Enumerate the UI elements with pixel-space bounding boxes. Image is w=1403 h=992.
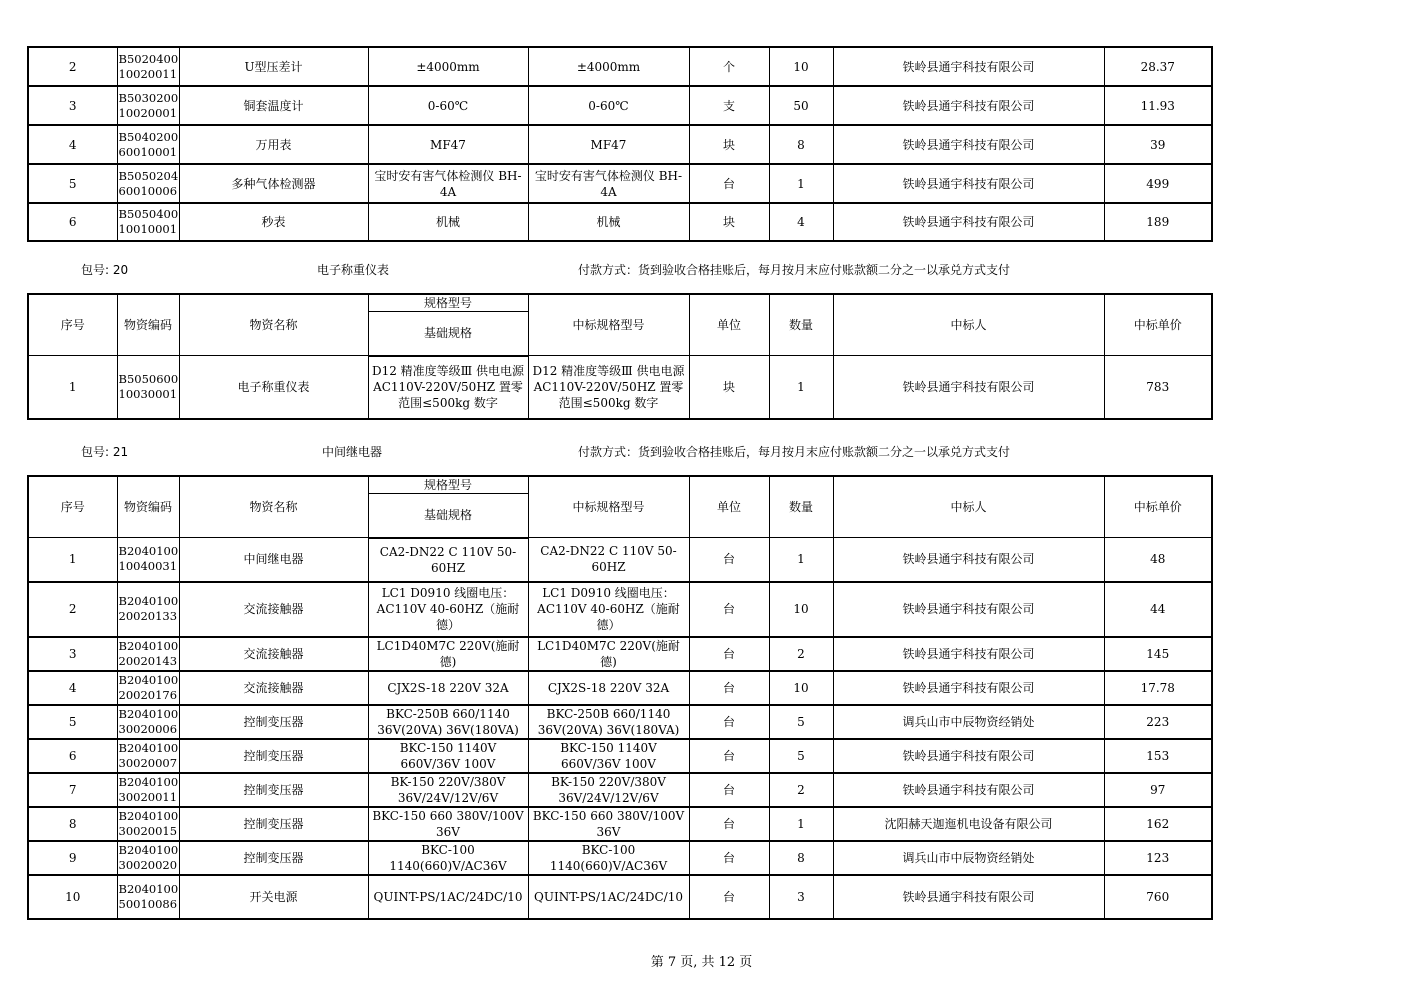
table-row bbox=[28, 164, 1212, 203]
cell-spec: 机械 bbox=[368, 203, 528, 241]
cell-price: 223 bbox=[1104, 705, 1212, 739]
cell-no: 5 bbox=[28, 705, 117, 739]
cell-spec: BKC-100 1140(660)V/AC36V bbox=[368, 841, 528, 875]
header-bid-spec: 中标规格型号 bbox=[528, 294, 689, 356]
table-row bbox=[28, 582, 1212, 637]
cell-qty: 10 bbox=[769, 47, 833, 86]
table-row bbox=[28, 705, 1212, 739]
cell-winner: 铁岭县通宇科技有限公司 bbox=[833, 538, 1104, 582]
table-row bbox=[28, 637, 1212, 671]
cell-unit: 台 bbox=[689, 807, 769, 841]
cell-code bbox=[117, 671, 179, 705]
cell-code bbox=[117, 47, 179, 86]
header-qty: 数量 bbox=[769, 476, 833, 538]
header-winner: 中标人 bbox=[833, 294, 1104, 356]
cell-bid-spec: 0-60℃ bbox=[528, 86, 689, 125]
cell-price: 48 bbox=[1104, 538, 1212, 582]
cell-bid-spec: D12 精准度等级Ⅲ 供电电源AC110V-220V/50HZ 置零范围≤500kg 数字 bbox=[528, 356, 689, 419]
cell-no: 4 bbox=[28, 125, 117, 164]
cell-winner: 铁岭县通宇科技有限公司 bbox=[833, 47, 1104, 86]
cell-winner: 铁岭县通宇科技有限公司 bbox=[833, 875, 1104, 919]
cell-bid-spec: MF47 bbox=[528, 125, 689, 164]
page-footer: 第 7 页, 共 12 页 bbox=[650, 955, 753, 970]
cell-name: 铜套温度计 bbox=[179, 86, 368, 125]
cell-bid-spec: ±4000mm bbox=[528, 47, 689, 86]
cell-price: 39 bbox=[1104, 125, 1212, 164]
cell-price: 44 bbox=[1104, 582, 1212, 637]
cell-spec: D12 精准度等级Ⅲ 供电电源AC110V-220V/50HZ 置零范围≤500kg 数字 bbox=[368, 356, 528, 419]
package-21-label: 包号: 21 bbox=[81, 445, 129, 459]
package-21-payment: 付款方式：货到验收合格挂账后，每月按月末应付账款额二分之一以承兑方式支付 bbox=[578, 445, 1011, 459]
cell-winner: 铁岭县通宇科技有限公司 bbox=[833, 637, 1104, 671]
cell-code bbox=[117, 125, 179, 164]
cell-qty: 50 bbox=[769, 86, 833, 125]
cell-unit: 块 bbox=[689, 125, 769, 164]
cell-code-part1: B5040200 bbox=[118, 129, 179, 144]
cell-code-part2: 10030001 bbox=[118, 386, 178, 401]
cell-price: 162 bbox=[1104, 807, 1212, 841]
cell-bid-spec: LC1D40M7C 220V(施耐德) bbox=[528, 637, 689, 671]
cell-spec: BKC-150 660 380V/100V 36V bbox=[368, 807, 528, 841]
cell-price: 153 bbox=[1104, 739, 1212, 773]
cell-bid-spec: 机械 bbox=[528, 203, 689, 241]
cell-code-part1: B5050204 bbox=[118, 168, 179, 183]
header-price: 中标单价 bbox=[1104, 294, 1212, 356]
table-row bbox=[28, 203, 1212, 241]
cell-price: 760 bbox=[1104, 875, 1212, 919]
package-20-payment: 付款方式：货到验收合格挂账后，每月按月末应付账款额二分之一以承兑方式支付 bbox=[578, 263, 1011, 277]
cell-code-part2: 20020133 bbox=[118, 609, 178, 623]
cell-unit: 台 bbox=[689, 773, 769, 807]
cell-unit: 台 bbox=[689, 875, 769, 919]
header-spec: 基础规格 bbox=[368, 494, 528, 538]
cell-qty: 3 bbox=[769, 875, 833, 919]
package-20-label: 包号: 20 bbox=[81, 263, 129, 277]
cell-no: 1 bbox=[28, 538, 117, 582]
cell-spec: BK-150 220V/380V 36V/24V/12V/6V bbox=[368, 773, 528, 807]
cell-unit: 台 bbox=[689, 637, 769, 671]
cell-code-part1: B5020400 bbox=[118, 51, 179, 66]
cell-bid-spec: BKC-150 1140V 660V/36V 100V bbox=[528, 739, 689, 773]
cell-spec: 0-60℃ bbox=[368, 86, 528, 125]
cell-name: 控制变压器 bbox=[179, 841, 368, 875]
cell-unit: 支 bbox=[689, 86, 769, 125]
cell-name: 控制变压器 bbox=[179, 705, 368, 739]
header-unit: 单位 bbox=[689, 294, 769, 356]
cell-qty: 10 bbox=[769, 582, 833, 637]
cell-code-part1: B2040100 bbox=[118, 672, 179, 687]
cell-unit: 块 bbox=[689, 203, 769, 241]
cell-code-part2: 30020011 bbox=[118, 789, 178, 804]
cell-code-part1: B2040100 bbox=[118, 706, 179, 721]
cell-unit: 个 bbox=[689, 47, 769, 86]
cell-winner: 铁岭县通宇科技有限公司 bbox=[833, 164, 1104, 203]
cell-spec: QUINT-PS/1AC/24DC/10 bbox=[368, 875, 528, 919]
cell-code bbox=[117, 705, 179, 739]
cell-bid-spec: BKC-150 660 380V/100V 36V bbox=[528, 807, 689, 841]
header-spec-group: 规格型号 bbox=[368, 476, 528, 494]
cell-name: 交流接触器 bbox=[179, 637, 368, 671]
header-no: 序号 bbox=[28, 294, 117, 356]
header-spec-group: 规格型号 bbox=[368, 294, 528, 312]
cell-winner: 铁岭县通宇科技有限公司 bbox=[833, 86, 1104, 125]
cell-code-part2: 30020020 bbox=[118, 857, 178, 872]
cell-code bbox=[117, 773, 179, 807]
cell-code-part2: 10010001 bbox=[118, 222, 178, 236]
cell-code-part1: B2040100 bbox=[118, 842, 179, 857]
cell-winner: 铁岭县通宇科技有限公司 bbox=[833, 739, 1104, 773]
cell-name: U型压差计 bbox=[179, 47, 368, 86]
cell-qty: 1 bbox=[769, 164, 833, 203]
header-bid-spec: 中标规格型号 bbox=[528, 476, 689, 538]
table-row bbox=[28, 125, 1212, 164]
cell-winner: 铁岭县通宇科技有限公司 bbox=[833, 356, 1104, 419]
cell-unit: 台 bbox=[689, 841, 769, 875]
cell-no: 2 bbox=[28, 47, 117, 86]
table-row bbox=[28, 356, 1212, 419]
items-table-package-21 bbox=[27, 475, 1213, 920]
cell-no: 1 bbox=[28, 356, 117, 419]
cell-code bbox=[117, 807, 179, 841]
cell-code-part1: B2040100 bbox=[118, 594, 179, 608]
table-row bbox=[28, 841, 1212, 875]
cell-price: 28.37 bbox=[1104, 47, 1212, 86]
cell-price: 145 bbox=[1104, 637, 1212, 671]
cell-unit: 台 bbox=[689, 582, 769, 637]
cell-no: 7 bbox=[28, 773, 117, 807]
cell-no: 6 bbox=[28, 739, 117, 773]
table-row bbox=[28, 86, 1212, 125]
cell-bid-spec: BKC-250B 660/1140 36V(20VA) 36V(180VA) bbox=[528, 705, 689, 739]
cell-spec: BKC-150 1140V 660V/36V 100V bbox=[368, 739, 528, 773]
cell-name: 交流接触器 bbox=[179, 582, 368, 637]
cell-code-part2: 60010006 bbox=[118, 183, 178, 198]
cell-name: 控制变压器 bbox=[179, 807, 368, 841]
cell-unit: 块 bbox=[689, 356, 769, 419]
cell-bid-spec: CJX2S-18 220V 32A bbox=[528, 671, 689, 705]
cell-no: 2 bbox=[28, 582, 117, 637]
cell-code bbox=[117, 582, 179, 637]
cell-spec: ±4000mm bbox=[368, 47, 528, 86]
package-20-title: 电子称重仪表 bbox=[317, 263, 390, 277]
cell-spec: 宝时安有害气体检测仪 BH-4A bbox=[368, 164, 528, 203]
table-row bbox=[28, 773, 1212, 807]
cell-winner: 铁岭县通宇科技有限公司 bbox=[833, 203, 1104, 241]
cell-winner: 铁岭县通宇科技有限公司 bbox=[833, 582, 1104, 637]
cell-code-part2: 10020011 bbox=[118, 66, 178, 81]
cell-name: 秒表 bbox=[179, 203, 368, 241]
cell-spec: LC1 D0910 线圈电压：AC110V 40-60HZ（施耐德） bbox=[368, 582, 528, 637]
table-row bbox=[28, 538, 1212, 582]
header-code: 物资编码 bbox=[117, 294, 179, 356]
cell-no: 10 bbox=[28, 875, 117, 919]
cell-winner: 铁岭县通宇科技有限公司 bbox=[833, 125, 1104, 164]
cell-no: 9 bbox=[28, 841, 117, 875]
cell-no: 5 bbox=[28, 164, 117, 203]
cell-bid-spec: LC1 D0910 线圈电压：AC110V 40-60HZ（施耐德） bbox=[528, 582, 689, 637]
table-row bbox=[28, 739, 1212, 773]
items-table-top bbox=[27, 46, 1213, 242]
cell-winner: 沈阳赫天迦迤机电设备有限公司 bbox=[833, 807, 1104, 841]
cell-qty: 1 bbox=[769, 807, 833, 841]
header-name: 物资名称 bbox=[179, 294, 368, 356]
cell-code-part1: B5050600 bbox=[118, 371, 179, 386]
cell-no: 4 bbox=[28, 671, 117, 705]
cell-qty: 8 bbox=[769, 125, 833, 164]
cell-code-part2: 30020007 bbox=[118, 755, 178, 770]
table-row bbox=[28, 47, 1212, 86]
cell-code bbox=[117, 86, 179, 125]
cell-name: 多种气体检测器 bbox=[179, 164, 368, 203]
cell-name: 万用表 bbox=[179, 125, 368, 164]
cell-price: 499 bbox=[1104, 164, 1212, 203]
cell-bid-spec: BKC-100 1140(660)V/AC36V bbox=[528, 841, 689, 875]
cell-winner: 铁岭县通宇科技有限公司 bbox=[833, 773, 1104, 807]
cell-code-part2: 20020143 bbox=[118, 653, 178, 668]
cell-code-part1: B2040100 bbox=[118, 881, 179, 896]
cell-spec: MF47 bbox=[368, 125, 528, 164]
cell-qty: 2 bbox=[769, 773, 833, 807]
cell-code-part2: 20020176 bbox=[118, 687, 178, 702]
cell-unit: 台 bbox=[689, 705, 769, 739]
cell-code bbox=[117, 164, 179, 203]
cell-qty: 1 bbox=[769, 538, 833, 582]
cell-spec: BKC-250B 660/1140 36V(20VA) 36V(180VA) bbox=[368, 705, 528, 739]
table-row bbox=[28, 671, 1212, 705]
cell-code bbox=[117, 356, 179, 419]
cell-spec: LC1D40M7C 220V(施耐德) bbox=[368, 637, 528, 671]
cell-qty: 1 bbox=[769, 356, 833, 419]
cell-code-part1: B5050400 bbox=[118, 207, 179, 221]
cell-code bbox=[117, 203, 179, 241]
cell-winner: 调兵山市中辰物资经销处 bbox=[833, 841, 1104, 875]
cell-price: 123 bbox=[1104, 841, 1212, 875]
package-21-title: 中间继电器 bbox=[322, 445, 383, 459]
cell-winner: 铁岭县通宇科技有限公司 bbox=[833, 671, 1104, 705]
cell-no: 8 bbox=[28, 807, 117, 841]
cell-price: 189 bbox=[1104, 203, 1212, 241]
cell-code-part2: 10020001 bbox=[118, 105, 178, 120]
cell-code-part1: B2040100 bbox=[118, 808, 179, 823]
cell-qty: 5 bbox=[769, 705, 833, 739]
cell-bid-spec: QUINT-PS/1AC/24DC/10 bbox=[528, 875, 689, 919]
cell-code-part1: B5030200 bbox=[118, 90, 179, 105]
cell-price: 17.78 bbox=[1104, 671, 1212, 705]
header-qty: 数量 bbox=[769, 294, 833, 356]
table-row bbox=[28, 807, 1212, 841]
cell-code-part1: B2040100 bbox=[118, 740, 179, 755]
cell-name: 中间继电器 bbox=[179, 538, 368, 582]
cell-qty: 2 bbox=[769, 637, 833, 671]
cell-price: 783 bbox=[1104, 356, 1212, 419]
cell-unit: 台 bbox=[689, 538, 769, 582]
header-code: 物资编码 bbox=[117, 476, 179, 538]
cell-unit: 台 bbox=[689, 739, 769, 773]
items-table-package-20 bbox=[27, 293, 1213, 420]
cell-name: 交流接触器 bbox=[179, 671, 368, 705]
header-no: 序号 bbox=[28, 476, 117, 538]
cell-qty: 5 bbox=[769, 739, 833, 773]
cell-no: 3 bbox=[28, 86, 117, 125]
cell-code-part2: 30020015 bbox=[118, 823, 178, 838]
cell-code bbox=[117, 538, 179, 582]
header-winner: 中标人 bbox=[833, 476, 1104, 538]
header-spec: 基础规格 bbox=[368, 312, 528, 356]
cell-spec: CA2-DN22 C 110V 50-60HZ bbox=[368, 538, 528, 582]
cell-unit: 台 bbox=[689, 671, 769, 705]
cell-name: 控制变压器 bbox=[179, 773, 368, 807]
cell-name: 电子称重仪表 bbox=[179, 356, 368, 419]
cell-name: 控制变压器 bbox=[179, 739, 368, 773]
cell-winner: 调兵山市中辰物资经销处 bbox=[833, 705, 1104, 739]
header-name: 物资名称 bbox=[179, 476, 368, 538]
cell-code bbox=[117, 637, 179, 671]
cell-qty: 4 bbox=[769, 203, 833, 241]
cell-no: 3 bbox=[28, 637, 117, 671]
cell-bid-spec: 宝时安有害气体检测仪 BH-4A bbox=[528, 164, 689, 203]
cell-bid-spec: BK-150 220V/380V 36V/24V/12V/6V bbox=[528, 773, 689, 807]
cell-code bbox=[117, 875, 179, 919]
cell-code-part2: 30020006 bbox=[118, 721, 178, 736]
cell-price: 97 bbox=[1104, 773, 1212, 807]
cell-qty: 10 bbox=[769, 671, 833, 705]
table-row bbox=[28, 875, 1212, 919]
cell-no: 6 bbox=[28, 203, 117, 241]
cell-code-part1: B2040100 bbox=[118, 774, 179, 789]
cell-spec: CJX2S-18 220V 32A bbox=[368, 671, 528, 705]
cell-code bbox=[117, 739, 179, 773]
cell-code-part1: B2040100 bbox=[118, 544, 179, 559]
cell-code-part1: B2040100 bbox=[118, 638, 179, 653]
cell-price: 11.93 bbox=[1104, 86, 1212, 125]
header-unit: 单位 bbox=[689, 476, 769, 538]
cell-code-part2: 50010086 bbox=[118, 896, 178, 911]
cell-qty: 8 bbox=[769, 841, 833, 875]
cell-bid-spec: CA2-DN22 C 110V 50-60HZ bbox=[528, 538, 689, 582]
header-price: 中标单价 bbox=[1104, 476, 1212, 538]
cell-code-part2: 60010001 bbox=[118, 144, 178, 159]
cell-code bbox=[117, 841, 179, 875]
cell-name: 开关电源 bbox=[179, 875, 368, 919]
cell-unit: 台 bbox=[689, 164, 769, 203]
cell-code-part2: 10040031 bbox=[118, 559, 178, 574]
